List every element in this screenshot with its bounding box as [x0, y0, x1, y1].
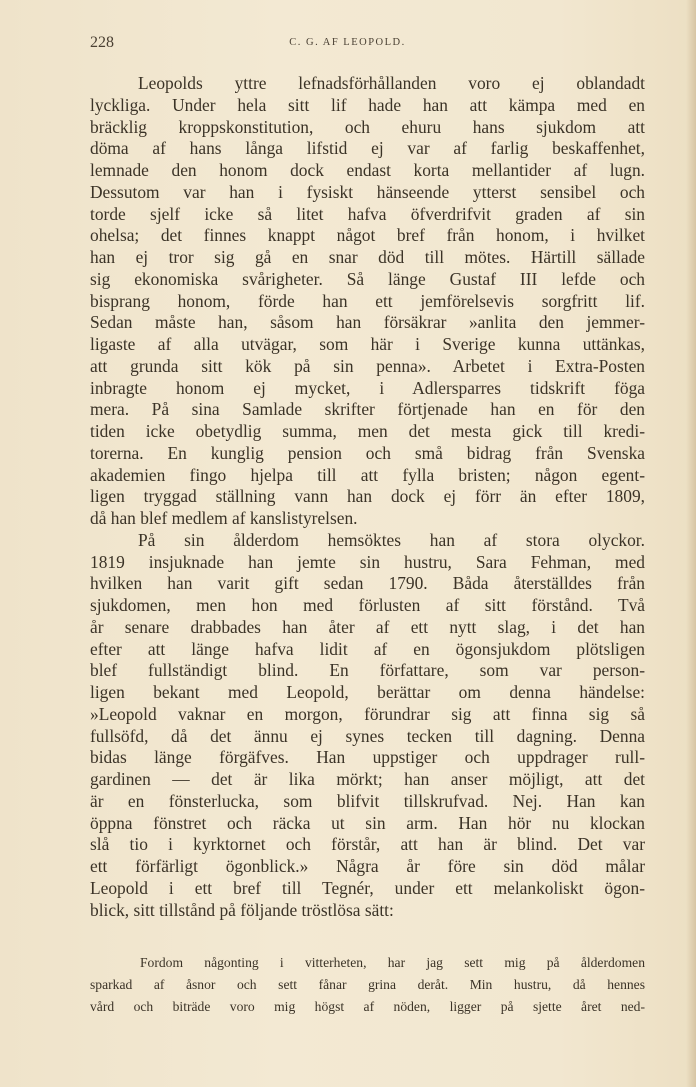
text-line: Leopold i ett bref till Tegnér, under ett melankoliskt ögon- [90, 877, 645, 898]
text-line: akademien fingo hjelpa till att fylla bristen; någon egent- [90, 464, 645, 485]
text-line: mera. På sina Samlade skrifter förtjenade han en för den [90, 399, 645, 420]
text-line: blef fullständigt blind. En författare, som var person- [90, 660, 645, 681]
text-line: hvilken han varit gift sedan 1790. Båda återställdes från [90, 573, 645, 594]
footnote-quote [90, 953, 645, 1018]
text-line: är en fönsterlucka, som blifvit tillskrufvad. Nej. Han kan [90, 790, 645, 811]
text-line: ohelsa; det finnes knappt något bref från honom, i hvilket [90, 225, 645, 246]
text-line: år senare drabbades han åter af ett nytt slag, i det han [90, 616, 645, 637]
text-line: gardinen — det är lika mörkt; han anser möjligt, att det [90, 769, 645, 789]
text-line: På sin ålderdom hemsöktes han af stora olyckor. [138, 529, 645, 550]
text-line: bräcklig kroppskonstitution, och ehuru hans sjukdom att [90, 116, 645, 137]
text-line: inbragte honom ej mycket, i Adlersparres tidskrift föga [90, 377, 645, 398]
body-text [90, 73, 645, 921]
text-line: Leopolds yttre lefnadsförhållanden voro ej oblandadt [138, 73, 645, 93]
text-line: ett förfärligt ögonblick.» Några år före sin död målar [90, 856, 645, 876]
text-line: slå tio i kyrktornet och förstår, att han är blind. Det var [90, 834, 645, 855]
text-line: 1819 insjuknade han jemte sin hustru, Sara Fehman, med [90, 551, 645, 572]
text-line: efter att länge hafva lidit af en ögonsjukdom plötsligen [90, 638, 645, 659]
text-line: lyckliga. Under hela sitt lif hade han att kämpa med en [90, 94, 645, 115]
text-line: öppna fönstret och räcka ut sin arm. Han hör nu klockan [90, 812, 645, 833]
text-line: döma af hans långa lifstid ej var af farlig beskaffenhet, [90, 138, 645, 159]
text-line: fullsöfd, då det ännu ej synes tecken till dagning. Denna [90, 725, 645, 746]
text-line: han ej tror sig gå en snar död till mötes. Härtill sällade [90, 247, 645, 267]
text-line: torde sjelf icke så litet hafva öfverdrifvit graden af sin [90, 203, 645, 224]
page-number: 228 [90, 34, 114, 51]
footnote-line: Fordom någonting i vitterheten, har jag sett mig på ålderdomen [140, 955, 645, 970]
text-line: »Leopold vaknar en morgon, förundrar sig att finna sig så [90, 703, 645, 724]
footnote-line: vård och biträde voro mig högst af nöden, ligger på sjette året ned- [90, 998, 645, 1014]
text-line: då han blef medlem af kanslistyrelsen. [90, 508, 358, 528]
text-line: Dessutom var han i fysiskt hänseende ytterst sensibel och [90, 181, 645, 202]
text-line: lemnade den honom dock endast korta mellantider af lugn. [90, 160, 645, 180]
text-line: att grunda sitt kök på sin penna». Arbetet i Extra-Posten [90, 355, 645, 376]
text-line: blick, sitt tillstånd på följande tröstlösa sätt: [90, 899, 394, 920]
text-line: ligen bekant med Leopold, berättar om denna händelse: [90, 682, 645, 702]
text-line: sig ekonomiska svårigheter. Så länge Gustaf III lefde och [90, 268, 645, 289]
text-line: bisprang honom, förde han ett jemförelsevis sorgfritt lif. [90, 290, 645, 311]
text-line: Sedan måste han, såsom han försäkrar »anlita den jemmer- [90, 312, 645, 333]
text-line: ligaste af alla utvägar, som här i Sverige kunna uttänkas, [90, 334, 645, 354]
text-line: ligen tryggad ställning vann han dock ej förr än efter 1809, [90, 486, 645, 507]
footnote-line: sparkad af åsnor och sett fånar grina deråt. Min hustru, då hennes [90, 976, 645, 992]
text-line: torerna. En kunglig pension och små bidrag från Svenska [90, 442, 645, 463]
page-header [90, 34, 605, 54]
running-head: C. G. AF LEOPOLD. [289, 37, 406, 48]
page-edge-shadow [686, 0, 696, 1087]
text-line: bidas länge förgäfves. Han uppstiger och uppdrager rull- [90, 747, 645, 768]
text-line: sjukdomen, men hon med förlusten af sitt förstånd. Två [90, 595, 645, 615]
text-line: tiden icke obetydlig summa, men det mesta gick till kredi- [90, 421, 645, 441]
